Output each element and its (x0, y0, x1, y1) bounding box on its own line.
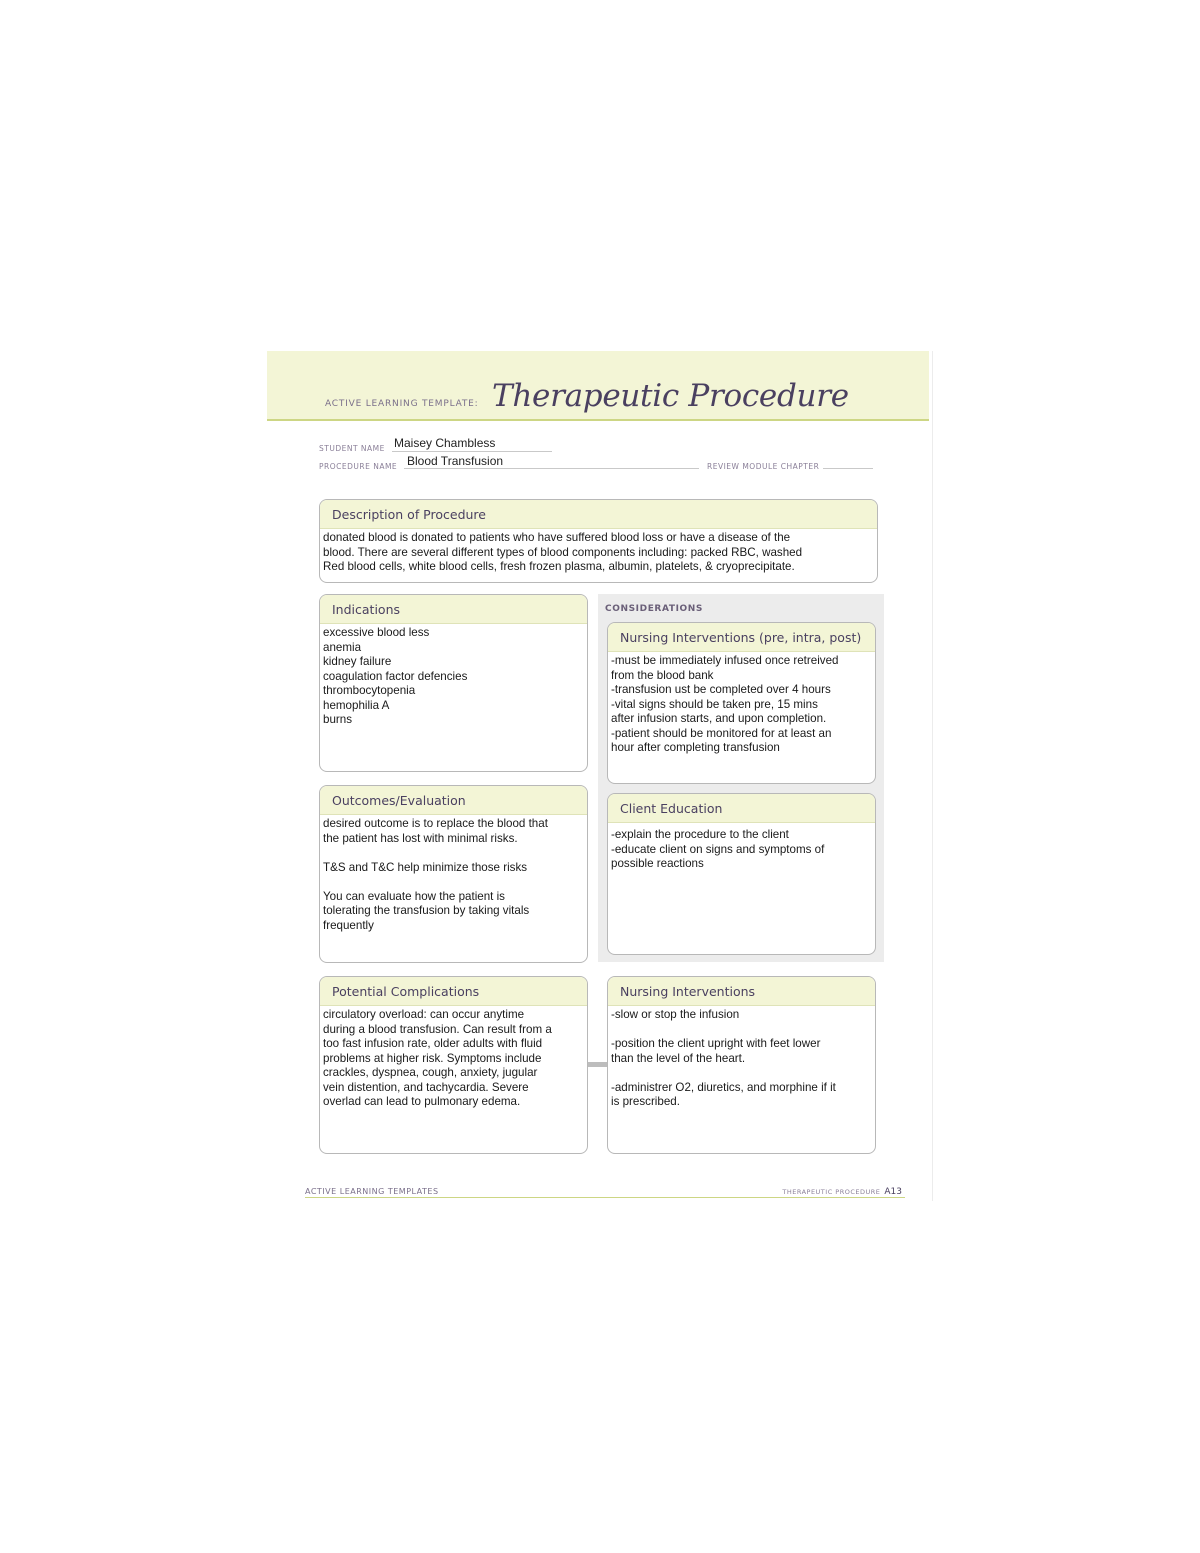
complication-line: too fast infusion rate, older adults with fluid (323, 1037, 543, 1050)
list-item: -vital signs should be taken pre, 15 mins (611, 697, 818, 711)
outcome-line: frequently (323, 918, 374, 932)
list-item: coagulation factor defencies (323, 669, 468, 683)
page-title: Therapeutic Procedure (492, 378, 849, 414)
complication-interventions-body[interactable] (608, 1006, 875, 1112)
nursing-interventions-body[interactable] (608, 652, 875, 758)
student-name-line (392, 451, 552, 452)
indications-box (319, 594, 588, 772)
complication-line: overlad can lead to pulmonary edema. (323, 1095, 521, 1108)
student-name-value[interactable]: Maisey Chambless (394, 436, 496, 450)
outcomes-heading: Outcomes/Evaluation (320, 786, 587, 815)
client-education-body[interactable] (608, 823, 875, 874)
footer-rule (305, 1197, 905, 1198)
complication-line: circulatory overload: can occur anytime (323, 1008, 525, 1021)
complication-interventions-heading: Nursing Interventions (608, 977, 875, 1006)
procedure-name-label: PROCEDURE NAME (319, 462, 398, 471)
list-item: -administrer O2, diuretics, and morphine if it (611, 1080, 836, 1094)
list-item: anemia (323, 640, 362, 654)
list-item: -position the client upright with feet lower (611, 1037, 821, 1050)
review-module-line (823, 468, 873, 469)
list-item: hour after completing transfusion (611, 741, 780, 754)
list-item: hemophilia A (323, 698, 390, 712)
template-page (267, 351, 932, 1201)
description-heading: Description of Procedure (320, 500, 877, 529)
list-item: -patient should be monitored for at least an (611, 726, 832, 740)
nursing-interventions-box (607, 622, 876, 784)
description-box (319, 499, 878, 583)
template-label: ACTIVE LEARNING TEMPLATE: (325, 399, 479, 409)
list-item: after infusion starts, and upon completion. (611, 712, 827, 725)
list-item: kidney failure (323, 655, 392, 668)
footer-right-label (782, 1187, 902, 1197)
complications-body[interactable] (320, 1006, 587, 1112)
nursing-interventions-heading: Nursing Interventions (pre, intra, post) (608, 623, 875, 652)
complications-box (319, 976, 588, 1154)
complication-line: vein distention, and tachycardia. Severe (323, 1080, 529, 1094)
description-body[interactable] (320, 529, 877, 577)
list-item: possible reactions (611, 857, 704, 870)
description-line: donated blood is donated to patients who have suffered blood loss or have a disease of the (323, 531, 791, 544)
list-item: is prescribed. (611, 1095, 680, 1108)
client-education-heading: Client Education (608, 794, 875, 823)
footer-left-label: ACTIVE LEARNING TEMPLATES (305, 1187, 439, 1196)
procedure-name-line (404, 468, 699, 469)
considerations-label: CONSIDERATIONS (605, 604, 703, 614)
outcomes-box (319, 785, 588, 963)
list-item: -transfusion ust be completed over 4 hours (611, 683, 831, 696)
list-item: -educate client on signs and symptoms of (611, 842, 825, 856)
complication-line: crackles, dyspnea, cough, anxiety, jugular (323, 1066, 538, 1079)
connector-bar (588, 1062, 608, 1067)
list-item: thrombocytopenia (323, 684, 416, 697)
student-name-label: STUDENT NAME (319, 444, 385, 453)
review-module-label: REVIEW MODULE CHAPTER (707, 462, 820, 471)
description-line: Red blood cells, white blood cells, fresh frozen plasma, albumin, platelets, & cryoprecipitate. (323, 560, 795, 573)
procedure-name-value[interactable]: Blood Transfusion (407, 454, 504, 468)
outcome-line: T&S and T&C help minimize those risks (323, 860, 528, 874)
indications-body[interactable] (320, 624, 587, 730)
description-line: blood. There are several different types of blood components including: packed RBC, washed (323, 545, 803, 559)
outcome-line: the patient has lost with minimal risks. (323, 831, 518, 845)
list-item: -must be immediately infused once retreived (611, 654, 839, 667)
list-item: burns (323, 713, 353, 726)
footer-page-number: A13 (884, 1187, 902, 1197)
list-item: excessive blood less (323, 626, 430, 639)
list-item: -slow or stop the infusion (611, 1008, 740, 1021)
outcome-line: You can evaluate how the patient is (323, 889, 505, 903)
indications-heading: Indications (320, 595, 587, 624)
complication-line: problems at higher risk. Symptoms include (323, 1051, 542, 1065)
list-item: -explain the procedure to the client (611, 828, 789, 841)
complication-interventions-box (607, 976, 876, 1154)
footer-section-name: THERAPEUTIC PROCEDURE (782, 1188, 881, 1196)
complication-line: during a blood transfusion. Can result from a (323, 1022, 552, 1036)
list-item: than the level of the heart. (611, 1051, 746, 1065)
outcomes-body[interactable] (320, 815, 587, 935)
complications-heading: Potential Complications (320, 977, 587, 1006)
client-education-box (607, 793, 876, 955)
header-band (267, 351, 929, 421)
outcome-line: tolerating the transfusion by taking vitals (323, 904, 530, 917)
outcome-line: desired outcome is to replace the blood that (323, 817, 548, 830)
list-item: from the blood bank (611, 668, 714, 682)
